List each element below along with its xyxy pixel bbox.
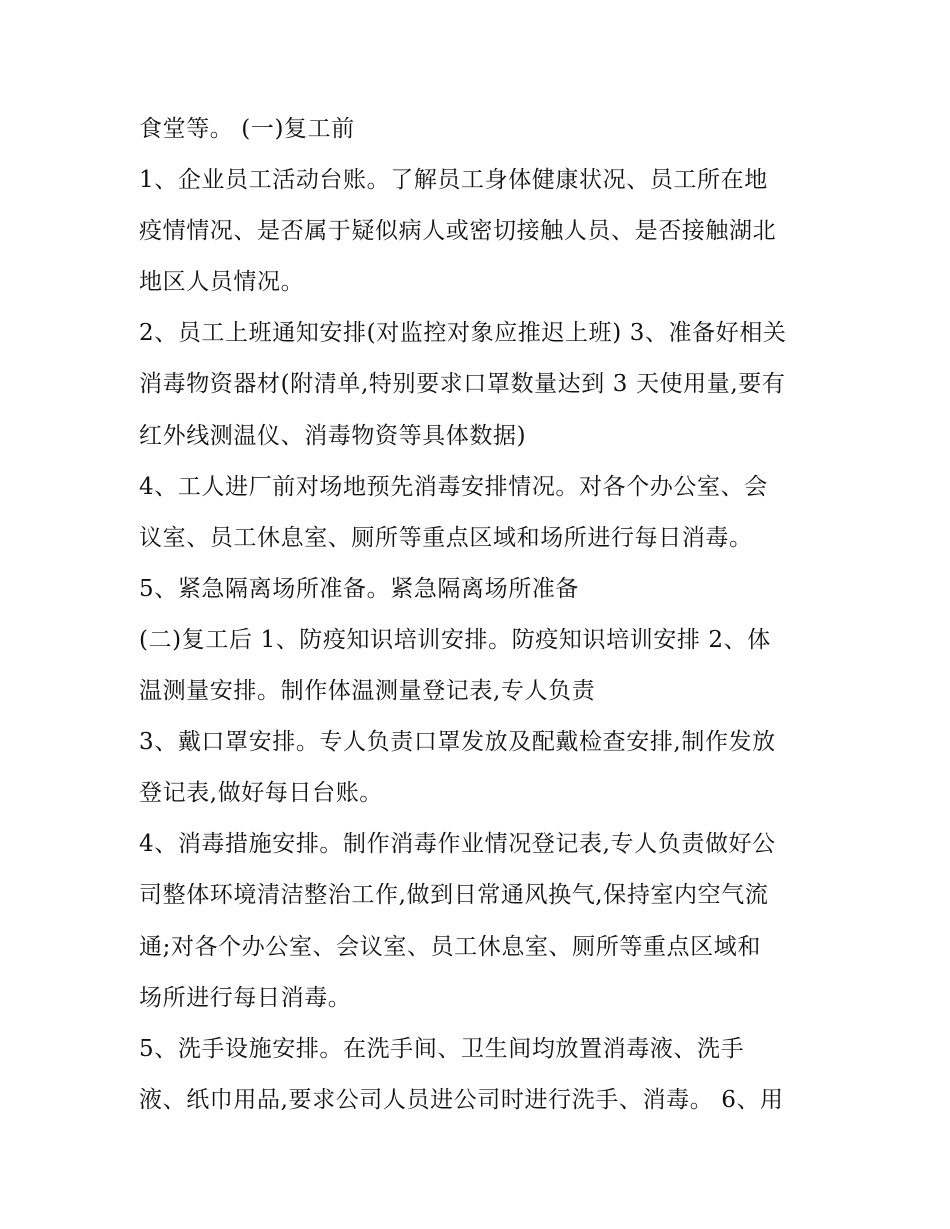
text-line-12: 温测量安排。制作体温测量登记表,专人负责 <box>139 678 596 705</box>
text-line-8: 4、工人进厂前对场地预先消毒安排情况。对各个办公室、会 <box>139 473 768 500</box>
text-line-3: 疫情情况、是否属于疑似病人或密切接触人员、是否接触湖北 <box>139 218 777 245</box>
text-line-10: 5、紧急隔离场所准备。紧急隔离场所准备 <box>139 575 580 602</box>
text-line-6: 消毒物资器材(附清单,特别要求口罩数量达到 3 天使用量,要有 <box>139 371 786 398</box>
text-line-9: 议室、员工休息室、厕所等重点区域和场所进行每日消毒。 <box>139 524 753 551</box>
text-line-14: 登记表,做好每日台账。 <box>139 780 383 807</box>
text-line-11: (二)复工后 1、防疫知识培训安排。防疫知识培训安排 2、体 <box>139 626 771 653</box>
text-line-17: 通;对各个办公室、会议室、员工休息室、厕所等重点区域和 <box>139 933 761 960</box>
text-line-15: 4、消毒措施安排。制作消毒作业情况登记表,专人负责做好公 <box>139 831 776 858</box>
text-line-13: 3、戴口罩安排。专人负责口罩发放及配戴检查安排,制作发放 <box>139 729 776 756</box>
text-line-1: 食堂等。 (一)复工前 <box>139 116 355 142</box>
text-line-7: 红外线测温仪、消毒物资等具体数据) <box>139 422 527 449</box>
text-line-2: 1、企业员工活动台账。了解员工身体健康状况、员工所在地 <box>139 167 768 194</box>
document-body <box>139 104 819 1126</box>
text-line-16: 司整体环境清洁整治工作,做到日常通风换气,保持室内空气流 <box>139 882 769 909</box>
text-line-4: 地区人员情况。 <box>139 269 305 296</box>
text-line-20: 液、纸巾用品,要求公司人员进公司时进行洗手、消毒。 6、用 <box>139 1086 784 1113</box>
text-line-18: 场所进行每日消毒。 <box>139 984 352 1011</box>
text-line-5: 2、员工上班通知安排(对监控对象应推迟上班) 3、准备好相关 <box>139 320 787 347</box>
text-line-19: 5、洗手设施安排。在洗手间、卫生间均放置消毒液、洗手 <box>139 1035 745 1062</box>
